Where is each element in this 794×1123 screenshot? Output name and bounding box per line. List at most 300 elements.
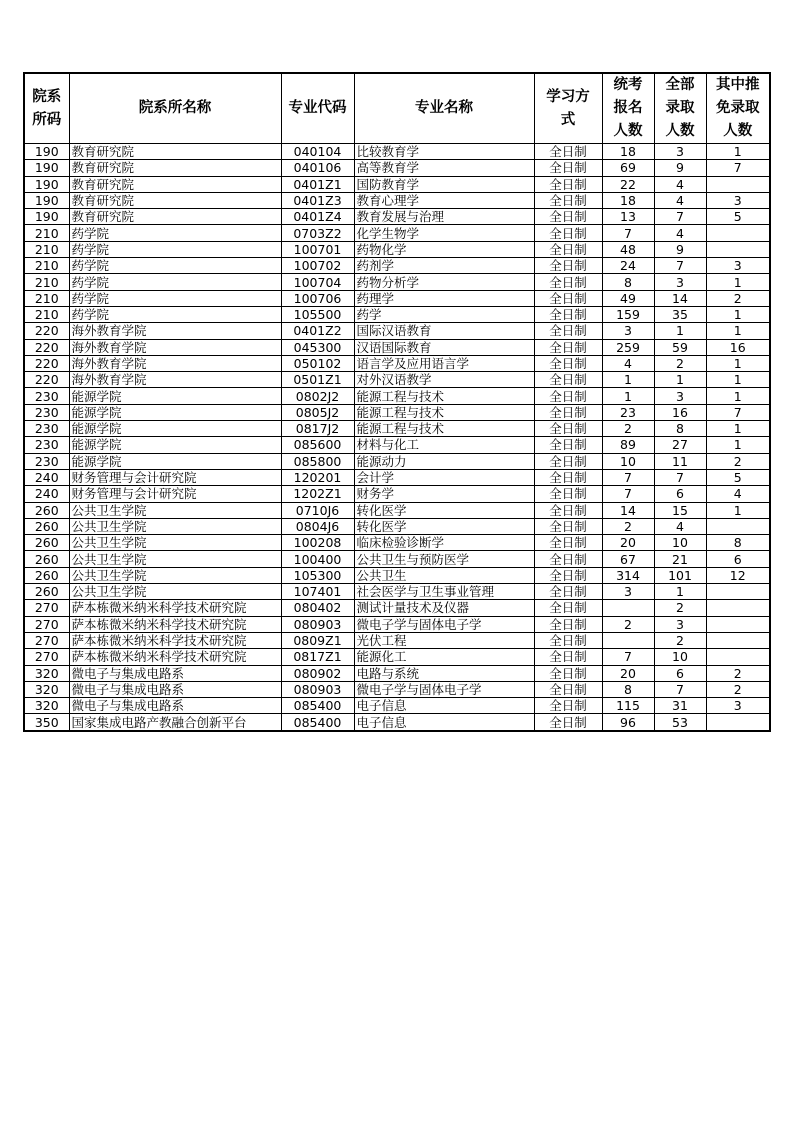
cell-exempt-admitted: 1 — [706, 323, 770, 339]
cell-dept-name: 公共卫生学院 — [69, 502, 281, 518]
cell-applicants — [602, 600, 654, 616]
cell-dept-code: 210 — [24, 306, 69, 322]
cell-dept-code: 210 — [24, 225, 69, 241]
cell-applicants: 18 — [602, 144, 654, 160]
cell-exempt-admitted: 5 — [706, 209, 770, 225]
cell-study-mode: 全日制 — [534, 339, 602, 355]
cell-major-code: 080902 — [281, 665, 354, 681]
table-row — [24, 339, 770, 355]
cell-dept-name: 能源学院 — [69, 437, 281, 453]
cell-dept-name: 公共卫生学院 — [69, 551, 281, 567]
header-major-code: 专业代码 — [281, 73, 354, 144]
cell-applicants: 23 — [602, 404, 654, 420]
cell-applicants: 96 — [602, 714, 654, 731]
cell-admitted: 10 — [654, 535, 706, 551]
cell-dept-name: 能源学院 — [69, 453, 281, 469]
cell-dept-code: 270 — [24, 649, 69, 665]
table-row — [24, 502, 770, 518]
cell-major-name: 药物分析学 — [354, 274, 534, 290]
cell-dept-code: 270 — [24, 600, 69, 616]
cell-dept-code: 210 — [24, 258, 69, 274]
cell-major-name: 转化医学 — [354, 502, 534, 518]
cell-major-code: 0809Z1 — [281, 632, 354, 648]
cell-major-code: 100208 — [281, 535, 354, 551]
cell-study-mode: 全日制 — [534, 372, 602, 388]
cell-study-mode: 全日制 — [534, 665, 602, 681]
cell-admitted: 11 — [654, 453, 706, 469]
cell-major-name: 微电子学与固体电子学 — [354, 681, 534, 697]
cell-dept-name: 教育研究院 — [69, 209, 281, 225]
table-row — [24, 681, 770, 697]
cell-study-mode: 全日制 — [534, 160, 602, 176]
cell-major-name: 能源化工 — [354, 649, 534, 665]
cell-applicants: 24 — [602, 258, 654, 274]
cell-study-mode: 全日制 — [534, 258, 602, 274]
cell-applicants: 48 — [602, 241, 654, 257]
cell-study-mode: 全日制 — [534, 714, 602, 731]
admission-table-sheet — [23, 72, 769, 732]
cell-major-name: 电子信息 — [354, 714, 534, 731]
cell-dept-code: 190 — [24, 144, 69, 160]
cell-major-name: 社会医学与卫生事业管理 — [354, 584, 534, 600]
cell-applicants: 89 — [602, 437, 654, 453]
cell-major-code: 0401Z4 — [281, 209, 354, 225]
table-row — [24, 176, 770, 192]
cell-dept-code: 260 — [24, 518, 69, 534]
cell-dept-name: 海外教育学院 — [69, 323, 281, 339]
cell-exempt-admitted: 5 — [706, 469, 770, 485]
cell-applicants: 4 — [602, 355, 654, 371]
cell-study-mode: 全日制 — [534, 355, 602, 371]
cell-major-name: 能源动力 — [354, 453, 534, 469]
cell-exempt-admitted: 1 — [706, 372, 770, 388]
cell-dept-name: 教育研究院 — [69, 144, 281, 160]
cell-applicants: 3 — [602, 584, 654, 600]
cell-major-name: 临床检验诊断学 — [354, 535, 534, 551]
cell-major-name: 转化医学 — [354, 518, 534, 534]
cell-exempt-admitted: 1 — [706, 388, 770, 404]
cell-applicants: 8 — [602, 681, 654, 697]
cell-study-mode: 全日制 — [534, 144, 602, 160]
cell-exempt-admitted: 2 — [706, 681, 770, 697]
cell-dept-code: 320 — [24, 681, 69, 697]
cell-study-mode: 全日制 — [534, 192, 602, 208]
cell-dept-name: 微电子与集成电路系 — [69, 681, 281, 697]
table-row — [24, 241, 770, 257]
cell-major-name: 国防教育学 — [354, 176, 534, 192]
cell-admitted: 6 — [654, 486, 706, 502]
cell-dept-code: 270 — [24, 616, 69, 632]
cell-study-mode: 全日制 — [534, 241, 602, 257]
cell-dept-code: 190 — [24, 209, 69, 225]
cell-admitted: 101 — [654, 567, 706, 583]
cell-major-code: 085400 — [281, 714, 354, 731]
table-row — [24, 160, 770, 176]
cell-admitted: 7 — [654, 681, 706, 697]
cell-major-code: 0401Z2 — [281, 323, 354, 339]
table-row — [24, 567, 770, 583]
cell-exempt-admitted — [706, 176, 770, 192]
cell-dept-name: 药学院 — [69, 258, 281, 274]
cell-dept-name: 萨本栋微米纳米科学技术研究院 — [69, 600, 281, 616]
cell-dept-name: 萨本栋微米纳米科学技术研究院 — [69, 649, 281, 665]
table-row — [24, 518, 770, 534]
cell-exempt-admitted — [706, 584, 770, 600]
cell-major-code: 050102 — [281, 355, 354, 371]
cell-dept-name: 微电子与集成电路系 — [69, 665, 281, 681]
cell-dept-code: 210 — [24, 274, 69, 290]
cell-admitted: 9 — [654, 241, 706, 257]
table-row — [24, 306, 770, 322]
admission-table — [23, 72, 771, 732]
table-row — [24, 698, 770, 714]
cell-exempt-admitted: 12 — [706, 567, 770, 583]
cell-study-mode: 全日制 — [534, 567, 602, 583]
cell-dept-name: 公共卫生学院 — [69, 584, 281, 600]
cell-major-name: 教育发展与治理 — [354, 209, 534, 225]
cell-admitted: 59 — [654, 339, 706, 355]
cell-dept-name: 海外教育学院 — [69, 372, 281, 388]
cell-admitted: 31 — [654, 698, 706, 714]
cell-exempt-admitted: 8 — [706, 535, 770, 551]
cell-exempt-admitted: 2 — [706, 665, 770, 681]
cell-admitted: 4 — [654, 518, 706, 534]
cell-major-code: 100400 — [281, 551, 354, 567]
cell-exempt-admitted: 1 — [706, 306, 770, 322]
cell-major-code: 080903 — [281, 681, 354, 697]
cell-exempt-admitted: 3 — [706, 258, 770, 274]
cell-applicants: 7 — [602, 649, 654, 665]
cell-major-name: 微电子学与固体电子学 — [354, 616, 534, 632]
cell-admitted: 1 — [654, 584, 706, 600]
cell-dept-name: 海外教育学院 — [69, 339, 281, 355]
cell-exempt-admitted — [706, 632, 770, 648]
cell-applicants: 259 — [602, 339, 654, 355]
cell-dept-name: 药学院 — [69, 290, 281, 306]
cell-study-mode: 全日制 — [534, 437, 602, 453]
cell-admitted: 14 — [654, 290, 706, 306]
cell-major-name: 材料与化工 — [354, 437, 534, 453]
cell-major-name: 教育心理学 — [354, 192, 534, 208]
cell-exempt-admitted — [706, 600, 770, 616]
cell-admitted: 1 — [654, 323, 706, 339]
cell-admitted: 4 — [654, 192, 706, 208]
cell-dept-name: 教育研究院 — [69, 160, 281, 176]
cell-major-name: 国际汉语教育 — [354, 323, 534, 339]
header-applicants: 统考报名人数 — [602, 73, 654, 144]
cell-major-name: 药剂学 — [354, 258, 534, 274]
cell-exempt-admitted: 16 — [706, 339, 770, 355]
cell-dept-code: 210 — [24, 241, 69, 257]
cell-admitted: 3 — [654, 274, 706, 290]
cell-exempt-admitted: 2 — [706, 290, 770, 306]
cell-study-mode: 全日制 — [534, 290, 602, 306]
cell-dept-code: 260 — [24, 535, 69, 551]
cell-dept-name: 公共卫生学院 — [69, 535, 281, 551]
cell-applicants: 115 — [602, 698, 654, 714]
cell-dept-name: 药学院 — [69, 225, 281, 241]
cell-major-name: 汉语国际教育 — [354, 339, 534, 355]
cell-admitted: 21 — [654, 551, 706, 567]
cell-dept-name: 国家集成电路产教融合创新平台 — [69, 714, 281, 731]
table-row — [24, 600, 770, 616]
cell-major-name: 能源工程与技术 — [354, 421, 534, 437]
cell-dept-code: 260 — [24, 584, 69, 600]
cell-applicants: 20 — [602, 535, 654, 551]
cell-dept-code: 230 — [24, 437, 69, 453]
cell-major-code: 0710J6 — [281, 502, 354, 518]
table-row — [24, 649, 770, 665]
cell-applicants: 7 — [602, 486, 654, 502]
cell-exempt-admitted: 7 — [706, 160, 770, 176]
table-row — [24, 290, 770, 306]
cell-major-code: 0805J2 — [281, 404, 354, 420]
cell-major-code: 0401Z1 — [281, 176, 354, 192]
cell-study-mode: 全日制 — [534, 306, 602, 322]
cell-dept-code: 260 — [24, 551, 69, 567]
table-row — [24, 535, 770, 551]
table-row — [24, 274, 770, 290]
cell-major-name: 化学生物学 — [354, 225, 534, 241]
cell-dept-code: 220 — [24, 323, 69, 339]
cell-major-name: 药物化学 — [354, 241, 534, 257]
cell-dept-name: 药学院 — [69, 274, 281, 290]
table-row — [24, 258, 770, 274]
cell-exempt-admitted: 7 — [706, 404, 770, 420]
cell-dept-code: 230 — [24, 404, 69, 420]
cell-dept-name: 公共卫生学院 — [69, 567, 281, 583]
cell-admitted: 53 — [654, 714, 706, 731]
cell-study-mode: 全日制 — [534, 453, 602, 469]
cell-exempt-admitted — [706, 518, 770, 534]
cell-dept-code: 230 — [24, 421, 69, 437]
cell-exempt-admitted: 3 — [706, 192, 770, 208]
cell-admitted: 3 — [654, 388, 706, 404]
table-row — [24, 469, 770, 485]
cell-applicants: 10 — [602, 453, 654, 469]
cell-major-name: 高等教育学 — [354, 160, 534, 176]
cell-major-code: 120201 — [281, 469, 354, 485]
cell-study-mode: 全日制 — [534, 535, 602, 551]
cell-dept-name: 药学院 — [69, 241, 281, 257]
cell-admitted: 2 — [654, 355, 706, 371]
cell-major-name: 对外汉语教学 — [354, 372, 534, 388]
cell-applicants: 2 — [602, 421, 654, 437]
cell-exempt-admitted: 1 — [706, 502, 770, 518]
cell-dept-code: 210 — [24, 290, 69, 306]
table-row — [24, 584, 770, 600]
cell-study-mode: 全日制 — [534, 632, 602, 648]
cell-dept-code: 220 — [24, 355, 69, 371]
cell-major-name: 会计学 — [354, 469, 534, 485]
cell-dept-code: 350 — [24, 714, 69, 731]
cell-study-mode: 全日制 — [534, 421, 602, 437]
cell-major-code: 0401Z3 — [281, 192, 354, 208]
cell-admitted: 10 — [654, 649, 706, 665]
cell-admitted: 7 — [654, 469, 706, 485]
table-row — [24, 616, 770, 632]
cell-major-name: 能源工程与技术 — [354, 388, 534, 404]
header-row — [24, 73, 770, 144]
cell-major-code: 080903 — [281, 616, 354, 632]
cell-dept-name: 公共卫生学院 — [69, 518, 281, 534]
cell-dept-name: 教育研究院 — [69, 192, 281, 208]
cell-dept-name: 微电子与集成电路系 — [69, 698, 281, 714]
cell-major-code: 040106 — [281, 160, 354, 176]
cell-major-code: 105300 — [281, 567, 354, 583]
cell-admitted: 16 — [654, 404, 706, 420]
cell-dept-code: 320 — [24, 665, 69, 681]
cell-admitted: 9 — [654, 160, 706, 176]
cell-exempt-admitted: 1 — [706, 355, 770, 371]
cell-major-name: 比较教育学 — [354, 144, 534, 160]
cell-major-code: 0804J6 — [281, 518, 354, 534]
cell-study-mode: 全日制 — [534, 323, 602, 339]
cell-major-code: 045300 — [281, 339, 354, 355]
cell-applicants: 13 — [602, 209, 654, 225]
table-row — [24, 225, 770, 241]
cell-admitted: 35 — [654, 306, 706, 322]
cell-applicants: 3 — [602, 323, 654, 339]
cell-exempt-admitted — [706, 225, 770, 241]
cell-dept-code: 240 — [24, 469, 69, 485]
table-body — [24, 144, 770, 731]
cell-dept-code: 220 — [24, 372, 69, 388]
cell-major-name: 测试计量技术及仪器 — [354, 600, 534, 616]
table-row — [24, 192, 770, 208]
cell-study-mode: 全日制 — [534, 551, 602, 567]
header-dept-name: 院系所名称 — [69, 73, 281, 144]
cell-applicants: 1 — [602, 388, 654, 404]
cell-dept-name: 财务管理与会计研究院 — [69, 486, 281, 502]
table-row — [24, 323, 770, 339]
cell-exempt-admitted: 1 — [706, 437, 770, 453]
table-row — [24, 486, 770, 502]
cell-admitted: 6 — [654, 665, 706, 681]
cell-major-name: 语言学及应用语言学 — [354, 355, 534, 371]
cell-major-name: 光伏工程 — [354, 632, 534, 648]
table-row — [24, 404, 770, 420]
cell-major-code: 100701 — [281, 241, 354, 257]
cell-dept-code: 320 — [24, 698, 69, 714]
cell-exempt-admitted: 1 — [706, 421, 770, 437]
cell-study-mode: 全日制 — [534, 584, 602, 600]
cell-admitted: 4 — [654, 176, 706, 192]
cell-exempt-admitted: 1 — [706, 144, 770, 160]
cell-applicants: 2 — [602, 616, 654, 632]
cell-study-mode: 全日制 — [534, 486, 602, 502]
cell-dept-code: 190 — [24, 176, 69, 192]
cell-exempt-admitted: 4 — [706, 486, 770, 502]
cell-applicants: 49 — [602, 290, 654, 306]
cell-dept-code: 260 — [24, 567, 69, 583]
cell-admitted: 27 — [654, 437, 706, 453]
cell-applicants: 8 — [602, 274, 654, 290]
cell-major-code: 040104 — [281, 144, 354, 160]
cell-major-name: 财务学 — [354, 486, 534, 502]
header-exempt-admitted: 其中推免录取人数 — [706, 73, 770, 144]
cell-major-code: 100706 — [281, 290, 354, 306]
cell-applicants: 14 — [602, 502, 654, 518]
cell-major-code: 0703Z2 — [281, 225, 354, 241]
cell-major-code: 0802J2 — [281, 388, 354, 404]
cell-exempt-admitted: 3 — [706, 698, 770, 714]
cell-applicants: 314 — [602, 567, 654, 583]
cell-study-mode: 全日制 — [534, 600, 602, 616]
cell-admitted: 8 — [654, 421, 706, 437]
cell-applicants: 69 — [602, 160, 654, 176]
cell-dept-code: 190 — [24, 192, 69, 208]
cell-admitted: 4 — [654, 225, 706, 241]
table-row — [24, 551, 770, 567]
cell-admitted: 7 — [654, 258, 706, 274]
cell-major-name: 能源工程与技术 — [354, 404, 534, 420]
cell-study-mode: 全日制 — [534, 225, 602, 241]
cell-major-name: 药学 — [354, 306, 534, 322]
cell-admitted: 2 — [654, 600, 706, 616]
cell-dept-code: 270 — [24, 632, 69, 648]
cell-study-mode: 全日制 — [534, 681, 602, 697]
cell-dept-code: 230 — [24, 453, 69, 469]
cell-dept-code: 220 — [24, 339, 69, 355]
table-row — [24, 437, 770, 453]
cell-study-mode: 全日制 — [534, 388, 602, 404]
cell-exempt-admitted: 6 — [706, 551, 770, 567]
cell-major-name: 公共卫生 — [354, 567, 534, 583]
cell-major-code: 100702 — [281, 258, 354, 274]
cell-major-name: 药理学 — [354, 290, 534, 306]
cell-exempt-admitted: 2 — [706, 453, 770, 469]
cell-study-mode: 全日制 — [534, 698, 602, 714]
cell-applicants: 7 — [602, 225, 654, 241]
cell-exempt-admitted — [706, 241, 770, 257]
cell-dept-name: 教育研究院 — [69, 176, 281, 192]
table-row — [24, 355, 770, 371]
cell-admitted: 1 — [654, 372, 706, 388]
cell-dept-name: 能源学院 — [69, 421, 281, 437]
cell-study-mode: 全日制 — [534, 274, 602, 290]
cell-major-code: 085800 — [281, 453, 354, 469]
cell-applicants: 7 — [602, 469, 654, 485]
cell-major-code: 080402 — [281, 600, 354, 616]
cell-admitted: 2 — [654, 632, 706, 648]
header-admitted: 全部录取人数 — [654, 73, 706, 144]
table-row — [24, 388, 770, 404]
cell-exempt-admitted — [706, 714, 770, 731]
cell-major-code: 100704 — [281, 274, 354, 290]
cell-applicants: 22 — [602, 176, 654, 192]
cell-study-mode: 全日制 — [534, 176, 602, 192]
header-major-name: 专业名称 — [354, 73, 534, 144]
cell-dept-code: 190 — [24, 160, 69, 176]
cell-major-code: 1202Z1 — [281, 486, 354, 502]
cell-admitted: 3 — [654, 616, 706, 632]
table-row — [24, 714, 770, 731]
cell-applicants: 67 — [602, 551, 654, 567]
cell-applicants: 18 — [602, 192, 654, 208]
cell-study-mode: 全日制 — [534, 209, 602, 225]
cell-dept-code: 260 — [24, 502, 69, 518]
cell-study-mode: 全日制 — [534, 649, 602, 665]
cell-admitted: 15 — [654, 502, 706, 518]
header-study-mode: 学习方式 — [534, 73, 602, 144]
table-row — [24, 632, 770, 648]
table-row — [24, 421, 770, 437]
cell-admitted: 3 — [654, 144, 706, 160]
cell-applicants: 1 — [602, 372, 654, 388]
cell-major-code: 085600 — [281, 437, 354, 453]
cell-admitted: 7 — [654, 209, 706, 225]
